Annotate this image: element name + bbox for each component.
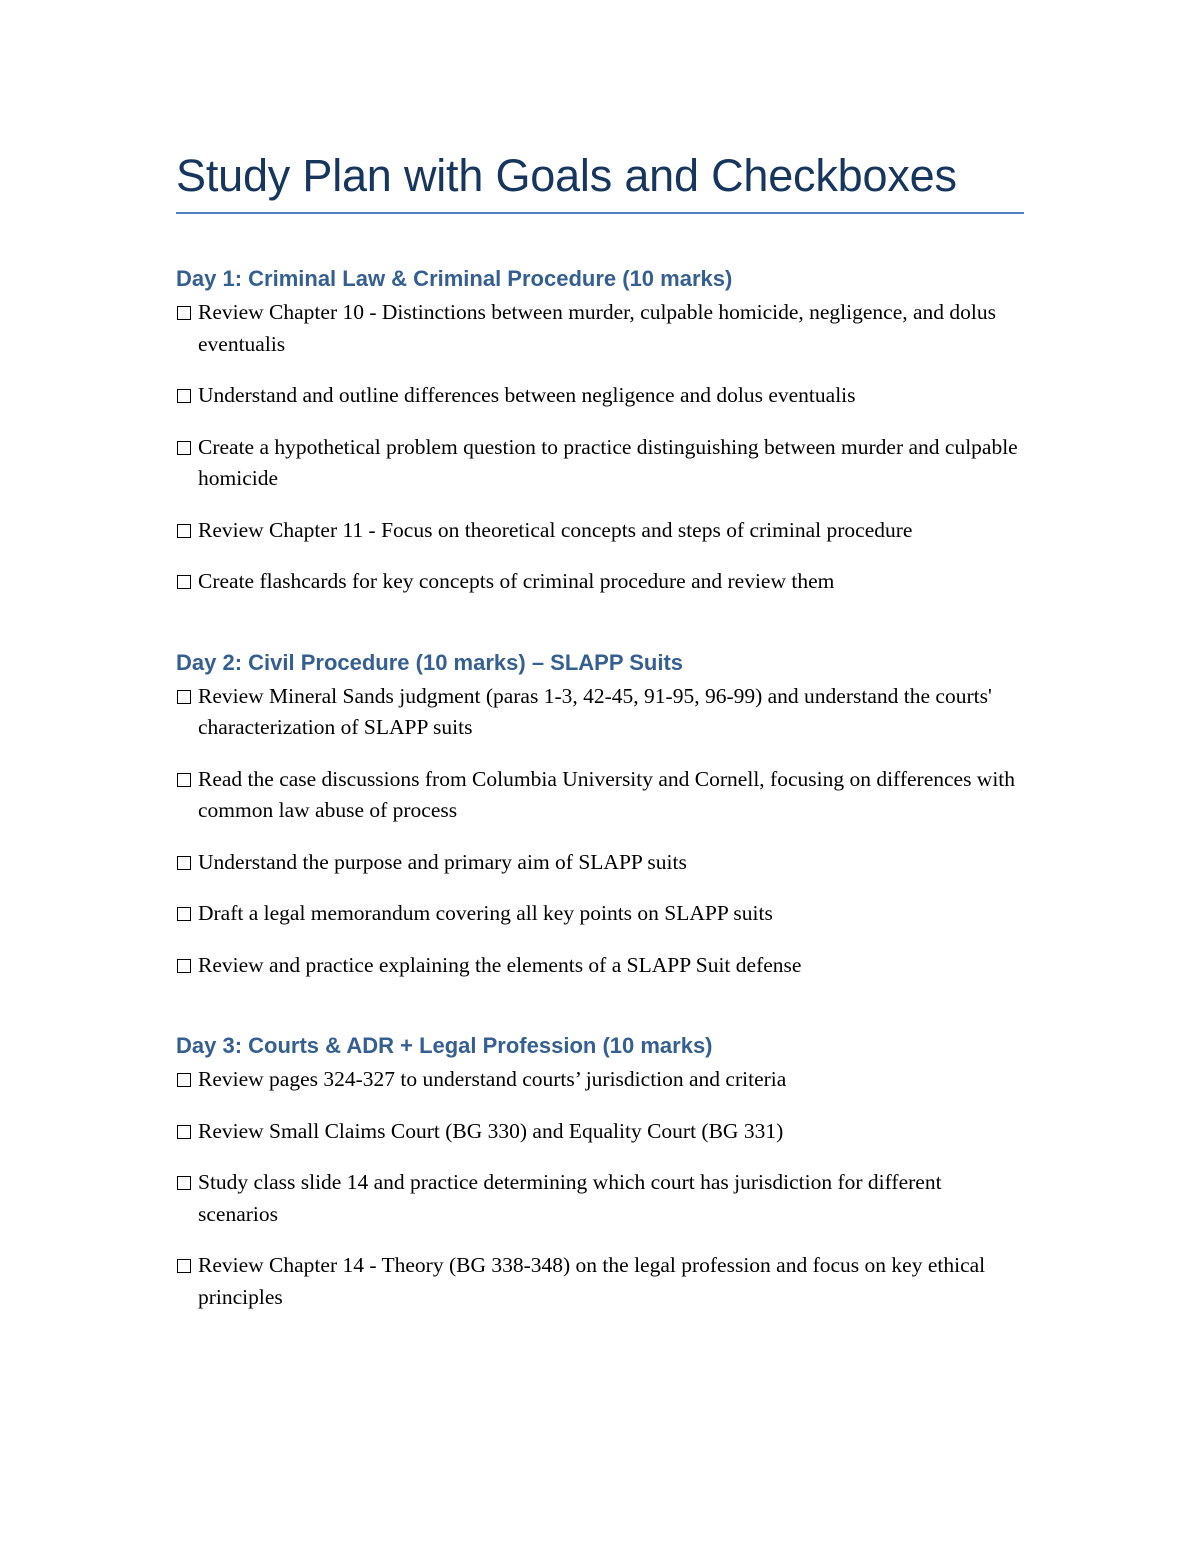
task-text: Study class slide 14 and practice determining which court has jurisdiction for different scenarios [198, 1170, 942, 1226]
task-text: Review Mineral Sands judgment (paras 1-3, 42-45, 91-95, 96-99) and understand the courts' characterization of SLAPP suits [198, 683, 992, 739]
task-text: Review Small Claims Court (BG 330) and Equality Court (BG 331) [198, 1118, 784, 1143]
list-item [176, 566, 1024, 598]
list-item [176, 1250, 1024, 1313]
list-item [176, 764, 1024, 827]
list-item [176, 847, 1024, 879]
section-heading: Day 3: Courts & ADR + Legal Profession (10 marks) [176, 1033, 713, 1058]
task-text: Review pages 324-327 to understand courts’ jurisdiction and criteria [198, 1067, 787, 1091]
list-item [176, 380, 1024, 412]
task-list [176, 297, 1024, 598]
task-text: Draft a legal memorandum covering all key points on SLAPP suits [198, 901, 773, 925]
task-text: Understand the purpose and primary aim of SLAPP suits [198, 849, 687, 874]
checkbox-icon[interactable] [177, 575, 191, 589]
task-text: Review Chapter 14 - Theory (BG 338-348) on the legal profession and focus on key ethical principles [198, 1253, 986, 1309]
section-day-3 [176, 1031, 1024, 1313]
checkbox-icon[interactable] [177, 524, 191, 538]
checkbox-icon[interactable] [177, 1125, 191, 1139]
checkbox-icon[interactable] [177, 306, 191, 320]
title-divider [176, 212, 1024, 214]
checkbox-icon[interactable] [177, 907, 191, 921]
checkbox-icon[interactable] [177, 959, 191, 973]
page-title: Study Plan with Goals and Checkboxes [176, 150, 957, 201]
checkbox-icon[interactable] [177, 441, 191, 455]
task-text: Review and practice explaining the elements of a SLAPP Suit defense [198, 952, 802, 977]
task-text: Create flashcards for key concepts of criminal procedure and review them [198, 569, 835, 593]
list-item [176, 950, 1024, 982]
task-list [176, 1064, 1024, 1313]
checkbox-icon[interactable] [177, 690, 191, 704]
section-day-1 [176, 264, 1024, 598]
task-list [176, 681, 1024, 982]
checkbox-icon[interactable] [177, 1176, 191, 1190]
list-item [176, 1167, 1024, 1230]
list-item [176, 297, 1024, 360]
list-item [176, 898, 1024, 930]
list-item [176, 1116, 1024, 1148]
section-day-2 [176, 648, 1024, 982]
list-item [176, 681, 1024, 744]
task-text: Review Chapter 11 - Focus on theoretical concepts and steps of criminal procedure [198, 517, 913, 542]
checkbox-icon[interactable] [177, 389, 191, 403]
list-item [176, 1064, 1024, 1096]
list-item [176, 432, 1024, 495]
section-heading: Day 2: Civil Procedure (10 marks) – SLAPP Suits [176, 649, 684, 675]
task-text: Read the case discussions from Columbia University and Cornell, focusing on differences with common law abuse of process [198, 766, 1016, 822]
section-heading: Day 1: Criminal Law & Criminal Procedure (10 marks) [176, 266, 733, 291]
checkbox-icon[interactable] [177, 1259, 191, 1273]
checkbox-icon[interactable] [177, 856, 191, 870]
task-text: Create a hypothetical problem question to practice distinguishing between murder and culpable homicide [198, 434, 1018, 490]
checkbox-icon[interactable] [177, 1073, 191, 1087]
checkbox-icon[interactable] [177, 773, 191, 787]
list-item [176, 515, 1024, 547]
document-page [176, 148, 1024, 1313]
task-text: Understand and outline differences between negligence and dolus eventualis [198, 383, 856, 407]
task-text: Review Chapter 10 - Distinctions between murder, culpable homicide, negligence, and dolus eventualis [198, 300, 996, 356]
